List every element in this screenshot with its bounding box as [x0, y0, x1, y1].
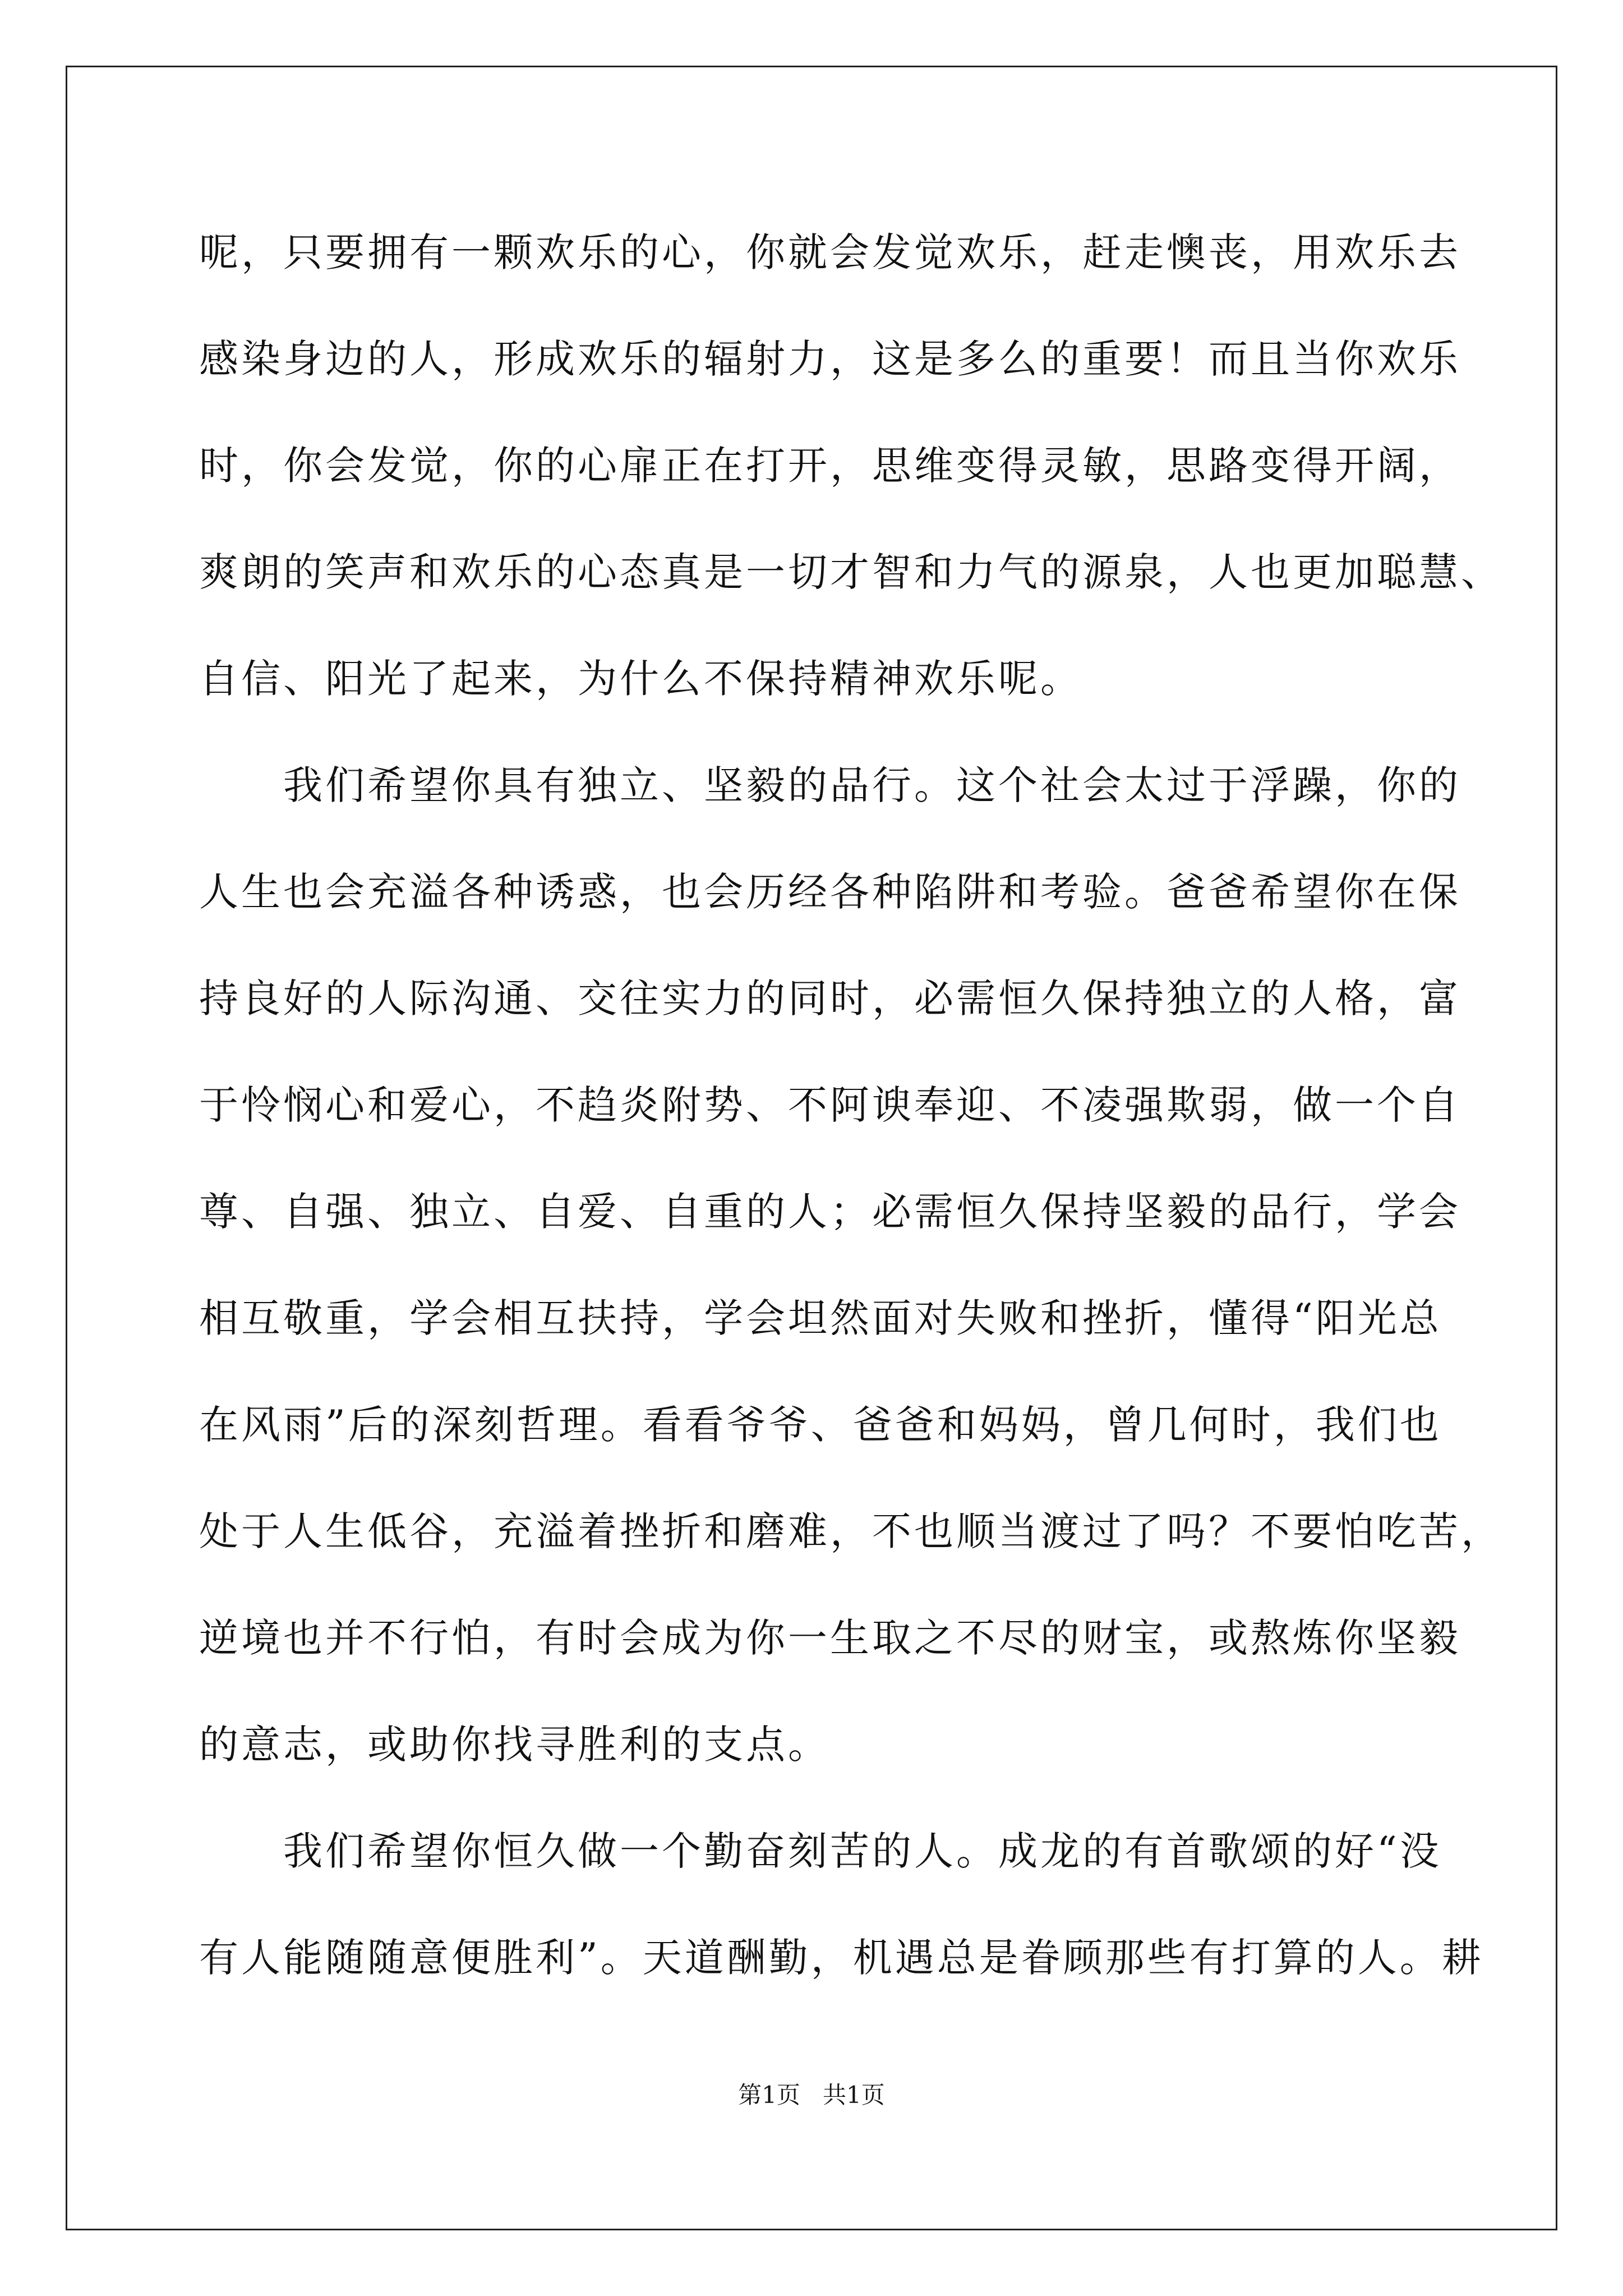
- text-line: 的意志，或助你找寻胜利的支点。: [199, 1722, 830, 1768]
- text-line: 我们希望你恒久做一个勤奋刻苦的人。成龙的有首歌颂的好“没: [199, 1828, 1442, 1874]
- text-line: 尊、自强、独立、自爱、自重的人；必需恒久保持坚毅的品行，学会: [199, 1189, 1461, 1235]
- text-line: 有人能随随意便胜利”。天道酬勤，机遇总是眷顾那些有打算的人。耕: [199, 1935, 1484, 1981]
- text-line: 时，你会发觉，你的心扉正在打开，思维变得灵敏，思路变得开阔，: [199, 443, 1461, 489]
- text-line: 自信、阳光了起来，为什么不保持精神欢乐呢。: [199, 656, 1082, 702]
- text-line: 于怜悯心和爱心，不趋炎附势、不阿谀奉迎、不凌强欺弱，做一个自: [199, 1082, 1461, 1128]
- page-footer: 第1页 共1页: [738, 2081, 885, 2109]
- text-line: 爽朗的笑声和欢乐的心态真是一切才智和力气的源泉，人也更加聪慧、: [199, 549, 1503, 595]
- text-line: 人生也会充溢各种诱惑，也会历经各种陷阱和考验。爸爸希望你在保: [199, 869, 1461, 915]
- document-body: [199, 222, 1503, 2033]
- text-line: 相互敬重，学会相互扶持，学会坦然面对失败和挫折，懂得“阳光总: [199, 1295, 1442, 1341]
- text-line: 持良好的人际沟通、交往实力的同时，必需恒久保持独立的人格，富: [199, 976, 1461, 1022]
- text-line: 在风雨”后的深刻哲理。看看爷爷、爸爸和妈妈，曾几何时，我们也: [199, 1402, 1442, 1448]
- text-line: 逆境也并不行怕，有时会成为你一生取之不尽的财宝，或熬炼你坚毅: [199, 1615, 1461, 1661]
- text-line: 呢，只要拥有一颗欢乐的心，你就会发觉欢乐，赶走懊丧，用欢乐去: [199, 229, 1461, 275]
- text-line: 我们希望你具有独立、坚毅的品行。这个社会太过于浮躁，你的: [199, 762, 1461, 808]
- text-line: 感染身边的人，形成欢乐的辐射力，这是多么的重要！而且当你欢乐: [199, 336, 1461, 382]
- text-line: 处于人生低谷，充溢着挫折和磨难，不也顺当渡过了吗？不要怕吃苦，: [199, 1508, 1503, 1554]
